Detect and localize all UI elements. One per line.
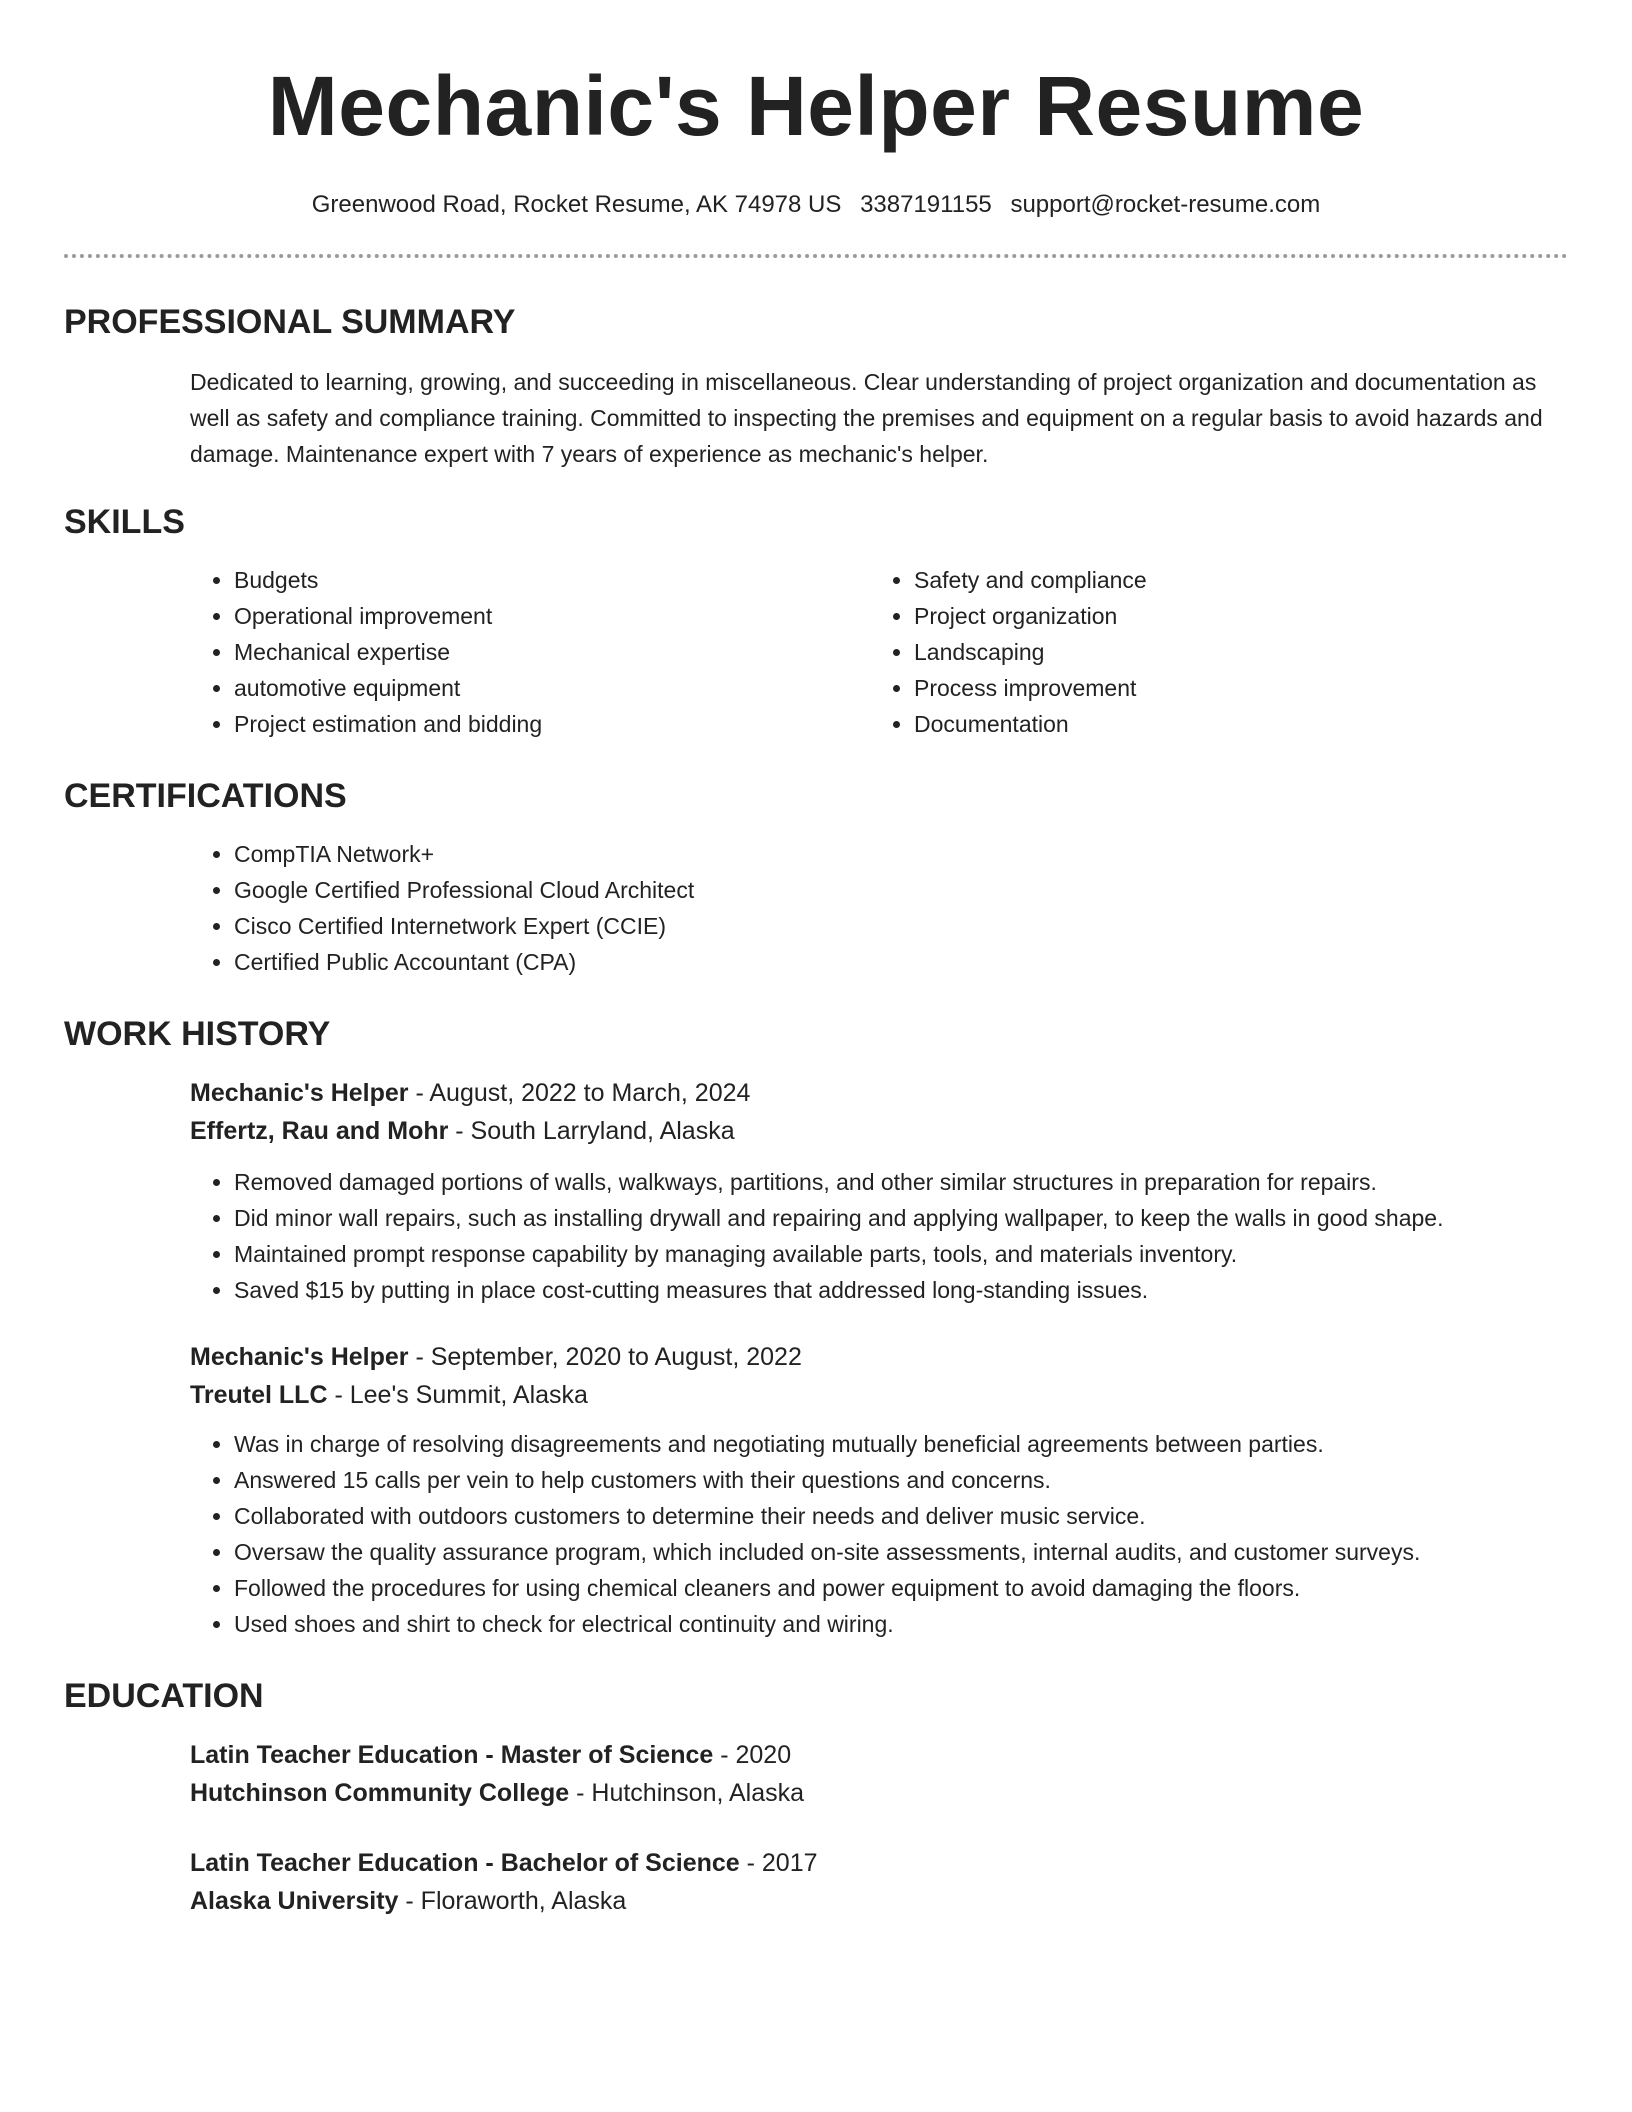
skill-item: • Documentation	[914, 706, 1550, 742]
job-dates: - August, 2022 to March, 2024	[408, 1079, 751, 1107]
education-heading: EDUCATION	[64, 1677, 264, 1715]
education-year: - 2020	[713, 1741, 792, 1769]
certification-item: • Google Certified Professional Cloud Architect	[234, 872, 1568, 908]
job-bullet: • Removed damaged portions of walls, walkways, partitions, and other similar structures in preparation for repairs.	[234, 1164, 1568, 1200]
summary-text: Dedicated to learning, growing, and succeeding in miscellaneous. Clear understanding of project organization and documentation as well as safety and compliance training. Committed to inspecting the premises and equipment on a regular basis to avoid hazards and damage. Maintenance expert with 7 years of experience as mechanic's helper.	[190, 369, 1543, 467]
contact-phone: 3387191155	[860, 191, 992, 218]
skill-item: • Project organization	[914, 598, 1550, 634]
skill-item: • Safety and compliance	[914, 562, 1550, 598]
education-school-line	[190, 1774, 1568, 1812]
education-location: - Hutchinson, Alaska	[569, 1779, 805, 1807]
work-history-section	[64, 1014, 1568, 1642]
skill-item: • Budgets	[234, 562, 870, 598]
job-bullet: • Saved $15 by putting in place cost-cutting measures that addressed long-standing issues.	[234, 1272, 1568, 1308]
education-degree: Latin Teacher Education - Master of Science	[190, 1741, 714, 1769]
skill-item: • Operational improvement	[234, 598, 870, 634]
skill-item: • Project estimation and bidding	[234, 706, 870, 742]
header-divider	[64, 254, 1568, 258]
resume-header	[64, 0, 1568, 220]
job-title-line	[190, 1338, 1568, 1376]
job-location: - Lee's Summit, Alaska	[327, 1381, 588, 1409]
education-year: - 2017	[739, 1849, 818, 1877]
job-bullet: • Was in charge of resolving disagreements and negotiating mutually beneficial agreements between parties.	[234, 1426, 1568, 1462]
education-location: - Floraworth, Alaska	[398, 1887, 627, 1915]
education-degree: Latin Teacher Education - Bachelor of Science	[190, 1849, 740, 1877]
job-bullet: • Followed the procedures for using chemical cleaners and power equipment to avoid damaging the floors.	[234, 1570, 1568, 1606]
job-company: Effertz, Rau and Mohr	[190, 1117, 449, 1145]
education-school: Hutchinson Community College	[190, 1779, 570, 1807]
education-section	[64, 1676, 1568, 1920]
certification-item: • Cisco Certified Internetwork Expert (CCIE)	[234, 908, 1568, 944]
skills-section	[64, 502, 1568, 742]
education-entry	[64, 1736, 1568, 1812]
job-role: Mechanic's Helper	[190, 1079, 409, 1107]
job-bullet: • Answered 15 calls per vein to help customers with their questions and concerns.	[234, 1462, 1568, 1498]
skill-item: • Landscaping	[914, 634, 1550, 670]
work-history-heading: WORK HISTORY	[64, 1015, 331, 1053]
job-bullet: • Did minor wall repairs, such as installing drywall and repairing and applying wallpaper, to keep the walls in good shape.	[234, 1200, 1568, 1236]
education-school: Alaska University	[190, 1887, 399, 1915]
certifications-heading: CERTIFICATIONS	[64, 777, 347, 815]
resume-title: Mechanic's Helper Resume	[267, 59, 1365, 153]
certification-item: • CompTIA Network+	[234, 836, 1568, 872]
contact-email: support@rocket-resume.com	[1010, 191, 1321, 218]
skill-item: • Mechanical expertise	[234, 634, 870, 670]
contact-address: Greenwood Road, Rocket Resume, AK 74978 US	[311, 191, 842, 218]
certifications-section	[64, 776, 1568, 980]
education-degree-line	[190, 1736, 1568, 1774]
skill-item: • automotive equipment	[234, 670, 870, 706]
job-bullet: • Maintained prompt response capability by managing available parts, tools, and materials inventory.	[234, 1236, 1568, 1272]
job-company-line	[190, 1112, 1568, 1150]
summary-heading: PROFESSIONAL SUMMARY	[64, 303, 516, 341]
job-location: - South Larryland, Alaska	[448, 1117, 735, 1145]
job-entry	[64, 1074, 1568, 1308]
job-company-line	[190, 1376, 1568, 1414]
education-degree-line	[190, 1844, 1568, 1882]
education-entry	[64, 1844, 1568, 1920]
certification-item: • Certified Public Accountant (CPA)	[234, 944, 1568, 980]
contact-line	[64, 190, 1568, 220]
job-dates: - September, 2020 to August, 2022	[408, 1343, 802, 1371]
job-company: Treutel LLC	[190, 1381, 328, 1409]
job-title-line	[190, 1074, 1568, 1112]
job-bullet: • Used shoes and shirt to check for electrical continuity and wiring.	[234, 1606, 1568, 1642]
education-school-line	[190, 1882, 1568, 1920]
skills-heading: SKILLS	[64, 503, 185, 541]
job-entry	[64, 1338, 1568, 1642]
summary-section	[64, 302, 1568, 472]
skills-column-right	[870, 562, 1550, 742]
job-bullet: • Collaborated with outdoors customers to determine their needs and deliver music service.	[234, 1498, 1568, 1534]
job-role: Mechanic's Helper	[190, 1343, 409, 1371]
skills-column-left	[190, 562, 870, 742]
job-bullet: • Oversaw the quality assurance program, which included on-site assessments, internal audits, and customer surveys.	[234, 1534, 1568, 1570]
skill-item: • Process improvement	[914, 670, 1550, 706]
